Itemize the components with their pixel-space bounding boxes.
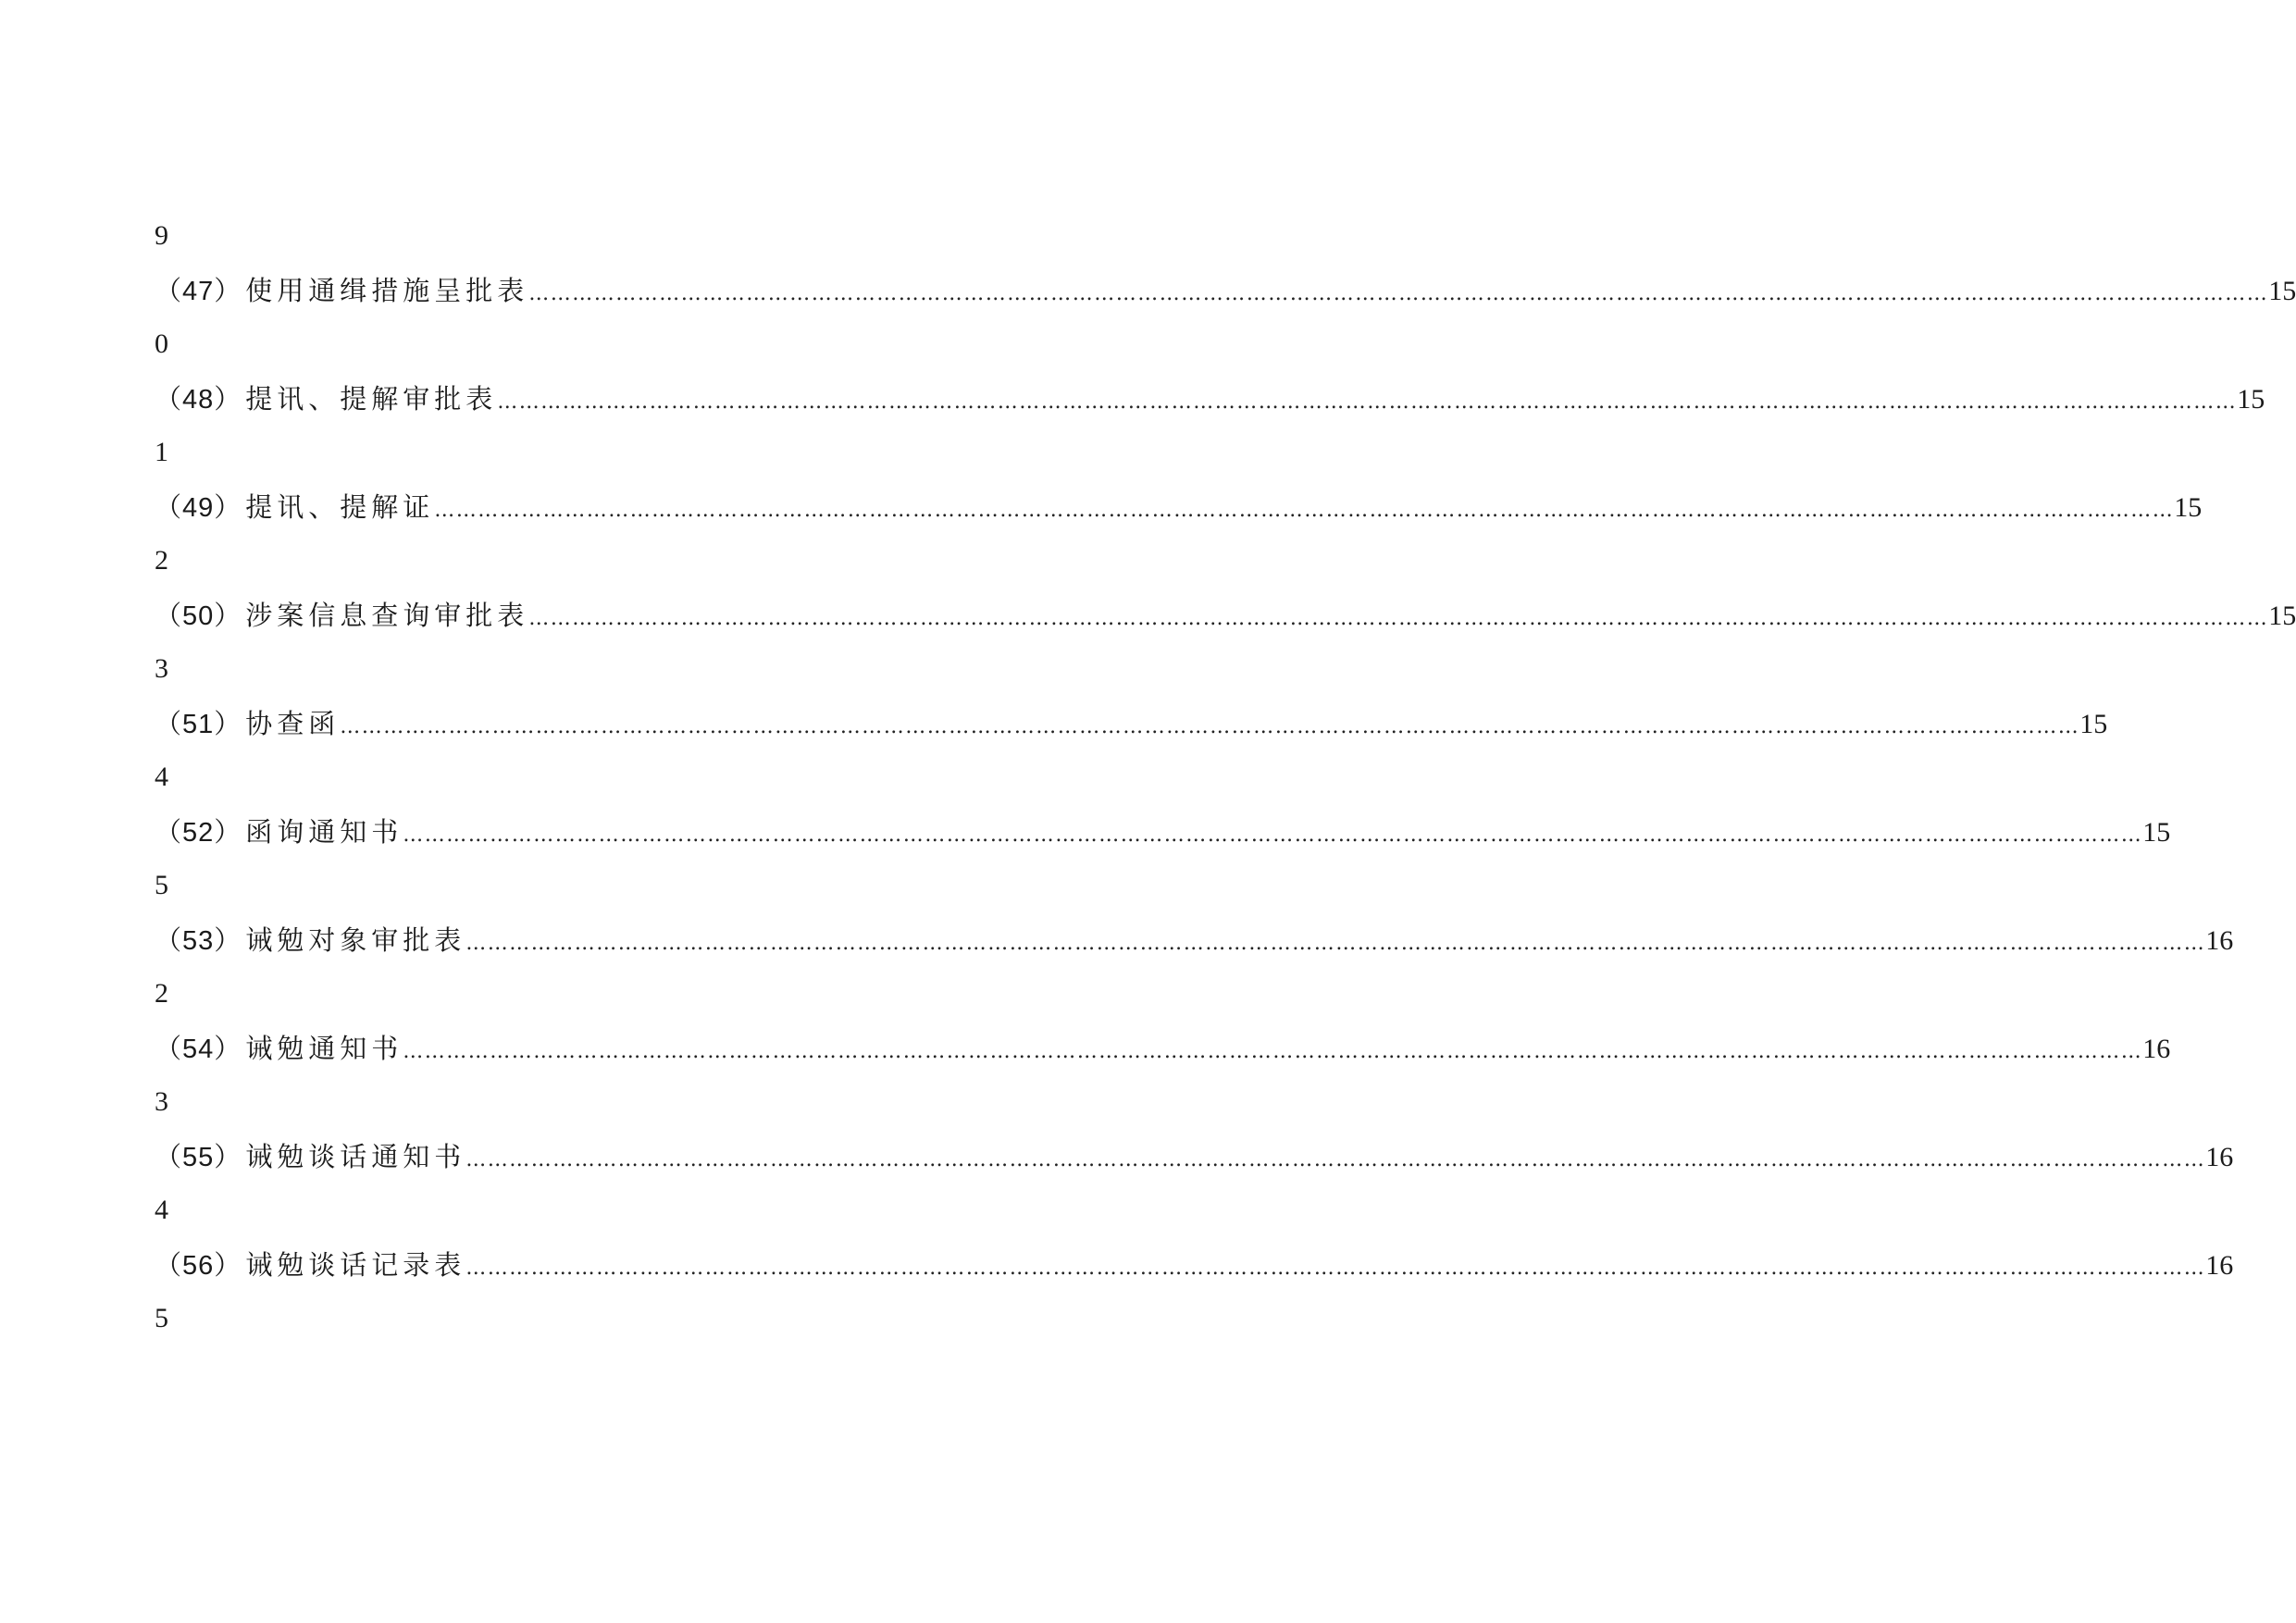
toc-page-continuation: 2 bbox=[155, 978, 168, 1009]
toc-entry-page-number: 15 bbox=[2237, 383, 2265, 415]
toc-dot-leader: …………………………………………………………………………………………………………………………………………………………………………………………………………………… bbox=[528, 281, 2269, 305]
toc-entry-number: （48） bbox=[155, 384, 242, 415]
toc-entry-page-number: 16 bbox=[2205, 1249, 2234, 1281]
toc-entry-page-number: 15 bbox=[2079, 708, 2108, 739]
toc-entry-page-number: 16 bbox=[2205, 1141, 2234, 1172]
toc-entry-title: 诫勉对象审批表 bbox=[245, 923, 466, 956]
toc-entry-title: 诫勉谈话通知书 bbox=[245, 1140, 466, 1172]
toc-entry-number: （47） bbox=[155, 276, 242, 306]
toc-entry-number: （56） bbox=[155, 1250, 242, 1281]
toc-page-continuation: 2 bbox=[155, 545, 168, 576]
toc-page-continuation: 3 bbox=[155, 1086, 168, 1117]
toc-entry bbox=[155, 264, 2296, 318]
toc-entry-number: （49） bbox=[155, 492, 242, 523]
toc-entry-title: 提讯、提解证 bbox=[245, 490, 435, 523]
toc-entry bbox=[155, 588, 2296, 643]
toc-dot-leader: …………………………………………………………………………………………………………………………………………………………………………………………………………………… bbox=[434, 498, 2175, 522]
toc-dot-leader: …………………………………………………………………………………………………………………………………………………………………………………………………………………… bbox=[340, 714, 2080, 738]
toc-dot-leader: …………………………………………………………………………………………………………………………………………………………………………………………………………………… bbox=[497, 390, 2238, 414]
toc-entry-title: 函询通知书 bbox=[245, 815, 403, 848]
toc-entry-number: （52） bbox=[155, 817, 242, 848]
toc-page-continuation: 4 bbox=[155, 762, 168, 792]
toc-entry-title: 协查函 bbox=[245, 707, 341, 739]
toc-page-continuation: 0 bbox=[155, 328, 168, 359]
toc-entry bbox=[155, 1130, 2234, 1184]
toc-dot-leader: …………………………………………………………………………………………………………………………………………………………………………………………………………………… bbox=[528, 606, 2269, 630]
toc-page-continuation: 5 bbox=[155, 1303, 168, 1333]
toc-dot-leader: …………………………………………………………………………………………………………………………………………………………………………………………………………………… bbox=[465, 1256, 2206, 1280]
toc-entry-number: （51） bbox=[155, 709, 242, 739]
toc-page-continuation: 4 bbox=[155, 1195, 168, 1225]
toc-entry-title: 诫勉通知书 bbox=[245, 1032, 403, 1064]
toc-entry-title: 使用通缉措施呈批表 bbox=[245, 274, 529, 306]
toc-entry-page-number: 15 bbox=[2142, 816, 2171, 848]
toc-entry-title: 提讯、提解审批表 bbox=[245, 382, 498, 415]
toc-entry-page-number: 15 bbox=[2268, 600, 2296, 631]
toc-entry-number: （54） bbox=[155, 1034, 242, 1064]
toc-entry-number: （53） bbox=[155, 925, 242, 956]
toc-page-continuation: 5 bbox=[155, 870, 168, 900]
toc-entry-title: 诫勉谈话记录表 bbox=[245, 1248, 466, 1281]
toc-page-continuation: 1 bbox=[155, 437, 168, 467]
toc-entry bbox=[155, 1238, 2234, 1293]
toc-entry bbox=[155, 1022, 2171, 1076]
toc-page-continuation: 9 bbox=[155, 220, 168, 251]
toc-dot-leader: …………………………………………………………………………………………………………………………………………………………………………………………………………………… bbox=[465, 931, 2206, 955]
toc-dot-leader: …………………………………………………………………………………………………………………………………………………………………………………………………………………… bbox=[403, 823, 2143, 847]
toc-entry bbox=[155, 805, 2171, 860]
toc-entry-page-number: 16 bbox=[2142, 1033, 2171, 1064]
toc-dot-leader: …………………………………………………………………………………………………………………………………………………………………………………………………………………… bbox=[403, 1039, 2143, 1063]
toc-dot-leader: …………………………………………………………………………………………………………………………………………………………………………………………………………………… bbox=[465, 1147, 2206, 1171]
toc-entry-page-number: 16 bbox=[2205, 924, 2234, 956]
toc-page-continuation: 3 bbox=[155, 653, 168, 684]
toc-entry bbox=[155, 372, 2265, 427]
toc-entry bbox=[155, 697, 2108, 751]
table-of-contents bbox=[155, 209, 2296, 1346]
toc-entry-page-number: 15 bbox=[2268, 275, 2296, 306]
toc-entry bbox=[155, 480, 2203, 535]
toc-entry bbox=[155, 913, 2234, 968]
toc-entry-number: （55） bbox=[155, 1142, 242, 1172]
toc-entry-number: （50） bbox=[155, 601, 242, 631]
toc-entry-title: 涉案信息查询审批表 bbox=[245, 599, 529, 631]
toc-entry-page-number: 15 bbox=[2174, 491, 2203, 523]
